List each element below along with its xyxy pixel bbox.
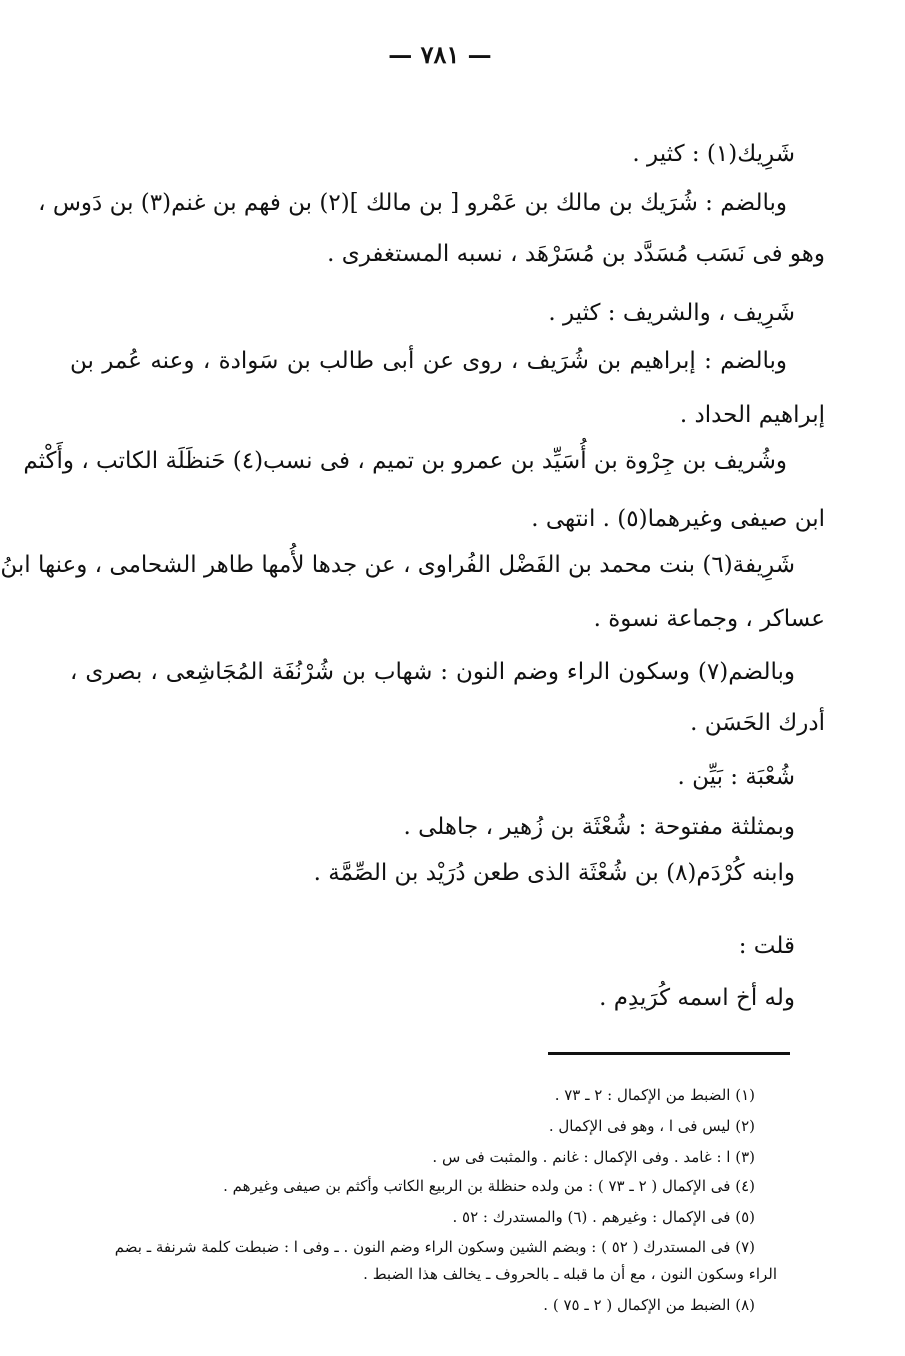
footnote: (٤) فى الإكمال ( ٢ ـ ٧٣ ) : من ولده حنظلة بن الربيع الكاتب وأكثم بن صيفى وغيرهم .: [223, 1177, 755, 1195]
footnote: (٣) ا : غامد . وفى الإكمال : غانم . والمثبت فى س .: [432, 1148, 755, 1166]
text-line: إبراهيم الحداد .: [679, 402, 825, 428]
text-line: شَرِيك(١) : كثير .: [632, 141, 795, 167]
footnote-continuation: الراء وسكون النون ، مع أن ما قبله ـ بالحروف ـ يخالف هذا الضبط .: [363, 1265, 777, 1283]
text-line: قلت :: [738, 933, 795, 959]
text-line: شَرِيفة(٦) بنت محمد بن الفَضْل الفُراوى ، عن جدها لأُمها طاهر الشحامى ، وعنها ابنُ: [0, 552, 795, 578]
footnote: (٢) ليس فى ا ، وهو فى الإكمال .: [548, 1117, 755, 1135]
footnote: (١) الضبط من الإكمال : ٢ ـ ٧٣ .: [554, 1086, 755, 1104]
text-line: ابن صيفى وغيرهما(٥) . انتهى .: [531, 506, 825, 532]
footnote-separator: [548, 1052, 790, 1055]
text-line: وبالضم : إبراهيم بن شُرَيف ، روى عن أبى طالب بن سَوادة ، وعنه عُمر بن: [70, 348, 787, 374]
text-line: وشُريف بن جِرْوة بن أُسَيِّد بن عمرو بن تميم ، فى نسب(٤) حَنظَلَة الكاتب ، وأَكْثم: [23, 448, 787, 474]
text-line: شَرِيف ، والشريف : كثير .: [548, 300, 795, 326]
page-number: — ٧٨١ —: [388, 40, 492, 69]
text-line: وابنه كُرْدَم(٨) بن شُعْثَة الذى طعن دُرَيْد بن الصِّمَّة .: [313, 860, 795, 886]
text-line: وبالضم : شُرَيك بن مالك بن عَمْرو [ بن مالك ](٢) بن فهم بن غنم(٣) بن دَوس ،: [38, 190, 787, 216]
text-line: وله أخ اسمه كُرَيدِم .: [599, 985, 795, 1011]
footnote: (٨) الضبط من الإكمال ( ٢ ـ ٧٥ ) .: [543, 1296, 755, 1314]
text-line: عساكر ، وجماعة نسوة .: [593, 606, 825, 632]
footnote: (٧) فى المستدرك ( ٥٢ ) : وبضم الشين وسكون الراء وضم النون . ـ وفى ا : ضبطت كلمة شرنفة ـ بضم: [114, 1238, 755, 1256]
text-line: وبمثلثة مفتوحة : شُعْثَة بن زُهير ، جاهلى .: [403, 814, 795, 840]
text-line: أدرك الحَسَن .: [690, 710, 825, 736]
text-line: وهو فى نَسَب مُسَدَّد بن مُسَرْهَد ، نسبه المستغفرى .: [327, 241, 825, 267]
footnote: (٥) فى الإكمال : وغيرهم . (٦) والمستدرك : ٥٢ .: [452, 1208, 755, 1226]
text-line: وبالضم(٧) وسكون الراء وضم النون : شهاب بن شُرْنُفَة المُجَاشِعى ، بصرى ،: [70, 659, 795, 685]
text-line: شُعْبَة : بَيِّن .: [677, 764, 795, 790]
